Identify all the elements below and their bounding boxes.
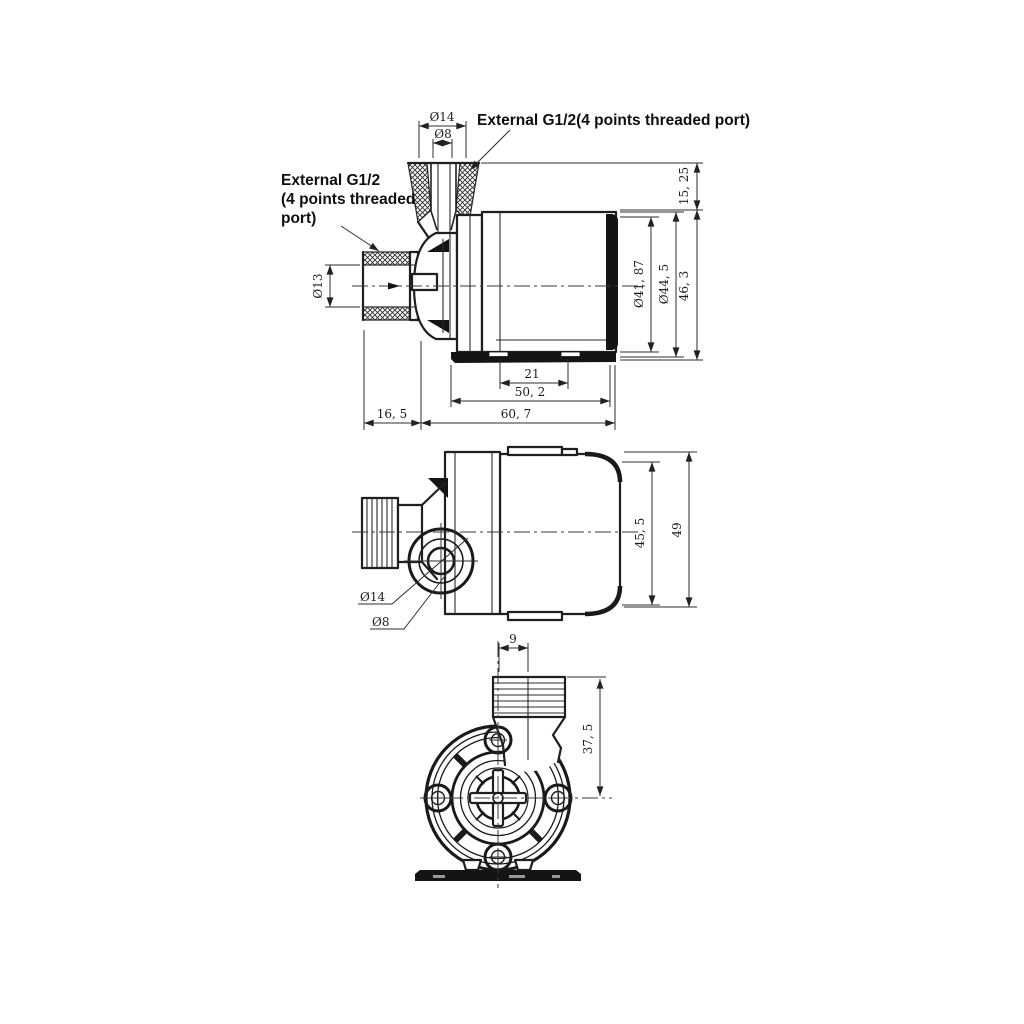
dim-text-9: 9 — [509, 632, 517, 646]
dim-motor-diameter — [632, 217, 651, 352]
dim-text-165: 16, 5 — [376, 407, 408, 421]
dim-text-21: 21 — [524, 367, 540, 381]
rear-view — [352, 447, 697, 629]
rear-top-tab — [508, 447, 562, 455]
thread-hatch-bottom — [363, 307, 410, 320]
foot-right — [515, 860, 533, 870]
label-left-line2: (4 points threaded — [281, 191, 416, 208]
dim-top-port-bore — [433, 127, 452, 158]
label-top-right-text: External G1/2(4 points threaded port) — [477, 112, 751, 129]
plate-tab-right — [561, 352, 580, 357]
label-left — [281, 172, 415, 251]
dim-front-height — [567, 677, 606, 796]
dim-port-height — [677, 163, 697, 210]
label-left-line1: External G1/2 — [281, 172, 381, 189]
label-left-leader — [341, 226, 379, 251]
rear-right-dimensions — [622, 452, 697, 607]
dim-tab-spacing — [500, 367, 568, 383]
volute-cap — [412, 215, 482, 352]
foot-left — [463, 860, 481, 870]
label-top-right — [470, 112, 750, 170]
dim-text-1525: 15, 25 — [677, 166, 691, 206]
dim-text-375: 37, 5 — [581, 723, 595, 755]
dim-rear-body-height — [633, 462, 652, 605]
motor-end-cap — [606, 214, 618, 350]
thread-hatch-top — [363, 252, 410, 265]
dim-text-49: 49 — [670, 522, 684, 538]
centerline-arrow — [388, 283, 400, 290]
thread-hatch-right — [456, 163, 479, 222]
front-view — [415, 632, 612, 888]
front-port — [493, 677, 565, 772]
rear-bottom-tab — [508, 612, 562, 620]
dim-text-463: 46, 3 — [677, 270, 691, 302]
dim-cap-diameter — [657, 212, 676, 357]
label-top-right-leader — [470, 130, 510, 170]
dim-overall-length — [421, 407, 615, 423]
cap-hub — [412, 274, 437, 290]
dim-text-445: Ø44, 5 — [657, 263, 671, 305]
dim-front-port-width — [499, 632, 528, 672]
dim-text-d13: Ø13 — [311, 273, 325, 299]
plate-tab-left — [489, 352, 508, 357]
dim-text-607: 60, 7 — [500, 407, 532, 421]
dim-text-502: 50, 2 — [514, 385, 546, 399]
side-view — [281, 110, 750, 430]
dim-text-455: 45, 5 — [633, 517, 647, 549]
dim-text-4187: Ø41, 87 — [632, 259, 646, 309]
dim-rear-overall-height — [670, 452, 689, 607]
dim-text-rear-d8: Ø8 — [372, 615, 390, 629]
label-left-line3: port) — [281, 210, 317, 227]
taper-right — [451, 211, 456, 230]
taper-left — [431, 211, 437, 230]
dim-body-height — [677, 210, 697, 360]
mount-plate — [451, 352, 616, 363]
rear-body-outline — [500, 454, 620, 614]
rear-top-step — [562, 449, 577, 455]
dim-text-d14: Ø14 — [429, 110, 455, 124]
dim-text-rear-d14: Ø14 — [360, 590, 386, 604]
dim-text-d8: Ø8 — [434, 127, 452, 141]
rear-transition-top — [422, 483, 445, 505]
motor-outline — [482, 212, 616, 352]
dim-port-length — [364, 407, 421, 423]
dim-plate-length — [451, 385, 610, 401]
